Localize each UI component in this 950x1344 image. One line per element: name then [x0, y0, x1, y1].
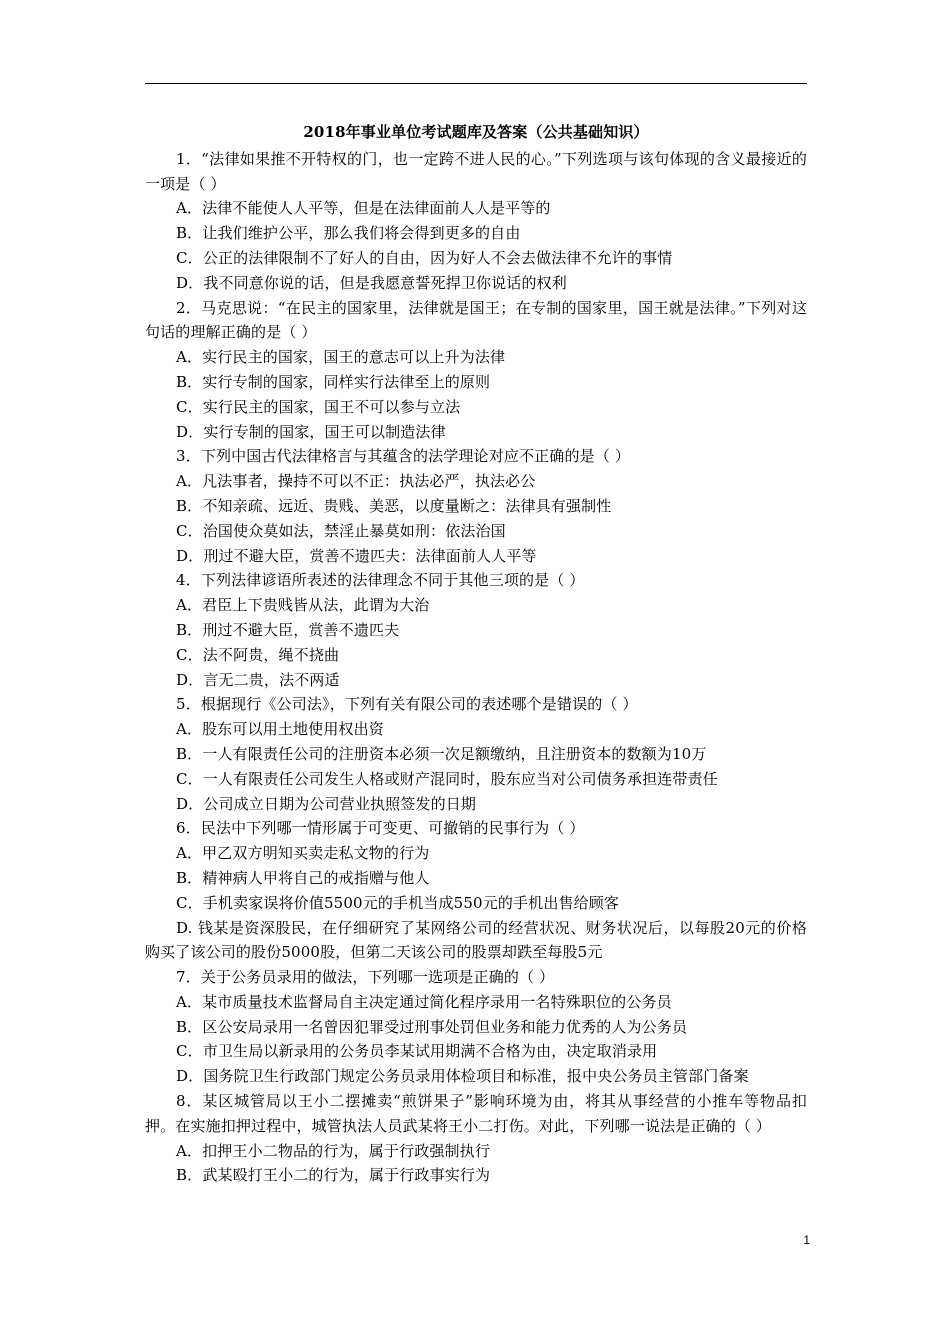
- answer-option: A．某市质量技术监督局自主决定通过简化程序录用一名特殊职位的公务员: [176, 992, 672, 1011]
- answer-option: B．不知亲疏、远近、贵贱、美恶，以度量断之：法律具有强制性: [176, 496, 612, 515]
- answer-option: D．公司成立日期为公司营业执照签发的日期: [176, 794, 477, 813]
- answer-option: A．法律不能使人人平等，但是在法律面前人人是平等的: [176, 199, 551, 218]
- answer-option: D．我不同意你说的话，但是我愿意誓死捍卫你说话的权利: [176, 273, 567, 292]
- answer-option: A．股东可以用土地使用权出资: [176, 720, 384, 739]
- answer-option: B．一人有限责任公司的注册资本必须一次足额缴纳，且注册资本的数额为10万: [176, 744, 707, 763]
- answer-option: A．君臣上下贵贱皆从法，此谓为大治: [176, 596, 430, 615]
- question-stem: 4．下列法律谚语所表述的法律理念不同于其他三项的是（ ）: [176, 571, 585, 590]
- answer-option: B．武某殴打王小二的行为，属于行政事实行为: [176, 1166, 491, 1185]
- answer-option: A．甲乙双方明知买卖走私文物的行为: [176, 844, 430, 863]
- question-stem: 2．马克思说：“在民主的国家里，法律就是国王；在专制的国家里，国王就是法律。”下列对这句话的理解正确的是（ ）: [145, 298, 807, 342]
- question-stem: 7．关于公务员录用的做法，下列哪一选项是正确的（ ）: [176, 968, 555, 987]
- question-stem: 5．根据现行《公司法》，下列有关有限公司的表述哪个是错误的（ ）: [176, 695, 638, 714]
- answer-option: C．治国使众莫如法，禁淫止暴莫如刑：依法治国: [176, 521, 506, 540]
- answer-option: C．实行民主的国家，国王不可以参与立法: [176, 397, 461, 416]
- header-rule: [145, 83, 807, 84]
- answer-option: C．市卫生局以新录用的公务员李某试用期满不合格为由，决定取消录用: [176, 1042, 658, 1061]
- answer-option: B．刑过不避大臣，赏善不遗匹夫: [176, 620, 400, 639]
- answer-option: A．扣押王小二物品的行为，属于行政强制执行: [176, 1141, 490, 1160]
- question-stem: 6．民法中下列哪一情形属于可变更、可撤销的民事行为（ ）: [176, 819, 585, 838]
- answer-option: B．让我们维护公平，那么我们将会得到更多的自由: [176, 224, 521, 243]
- answer-option-wrapped: D. 钱某是资深股民，在仔细研究了某网络公司的经营状况、财务状况后，以每股20元的价格购买了该公司的股份5000股，但第二天该公司的股票却跌至每股5元: [145, 918, 807, 962]
- answer-option: C．一人有限责任公司发生人格或财产混同时，股东应当对公司债务承担连带责任: [176, 769, 718, 788]
- question-stem: 3．下列中国古代法律格言与其蕴含的法学理论对应不正确的是（ ）: [176, 447, 630, 466]
- question-stem: 8．某区城管局以王小二摆摊卖“煎饼果子”影响环境为由，将其从事经营的小推车等物品扣押。在实施扣押过程中，城管执法人员武某将王小二打伤。对此，下列哪一说法是正确的（ ）: [145, 1092, 807, 1135]
- answer-option: D．国务院卫生行政部门规定公务员录用体检项目和标准，报中央公务员主管部门备案: [176, 1067, 749, 1086]
- page-number: 1: [803, 1233, 810, 1247]
- answer-option: A．实行民主的国家，国王的意志可以上升为法律: [176, 348, 506, 367]
- answer-option: A．凡法事者，操持不可以不正：执法必严，执法必公: [176, 472, 536, 491]
- answer-option: B．精神病人甲将自己的戒指赠与他人: [176, 868, 430, 887]
- answer-option: B．实行专制的国家，同样实行法律至上的原则: [176, 372, 491, 391]
- answer-option: C．法不阿贵，绳不挠曲: [176, 645, 340, 664]
- answer-option: D．言无二贵，法不两适: [176, 670, 340, 689]
- answer-option: D．实行专制的国家，国王可以制造法律: [176, 422, 446, 441]
- document-body: [145, 120, 807, 1188]
- answer-option: C．手机卖家误将价值5500元的手机当成550元的手机出售给顾客: [176, 893, 620, 912]
- question-stem: 1．“法律如果推不开特权的门，也一定跨不进人民的心。”下列选项与该句体现的含义最接近的一项是（ ）: [145, 149, 807, 193]
- answer-option: C．公正的法律限制不了好人的自由，因为好人不会去做法律不允许的事情: [176, 248, 673, 267]
- answer-option: D．刑过不避大臣，赏善不遗匹夫：法律面前人人平等: [176, 546, 537, 565]
- document-title: 2018年事业单位考试题库及答案（公共基础知识）: [303, 123, 649, 141]
- answer-option: B．区公安局录用一名曾因犯罪受过刑事处罚但业务和能力优秀的人为公务员: [176, 1017, 688, 1036]
